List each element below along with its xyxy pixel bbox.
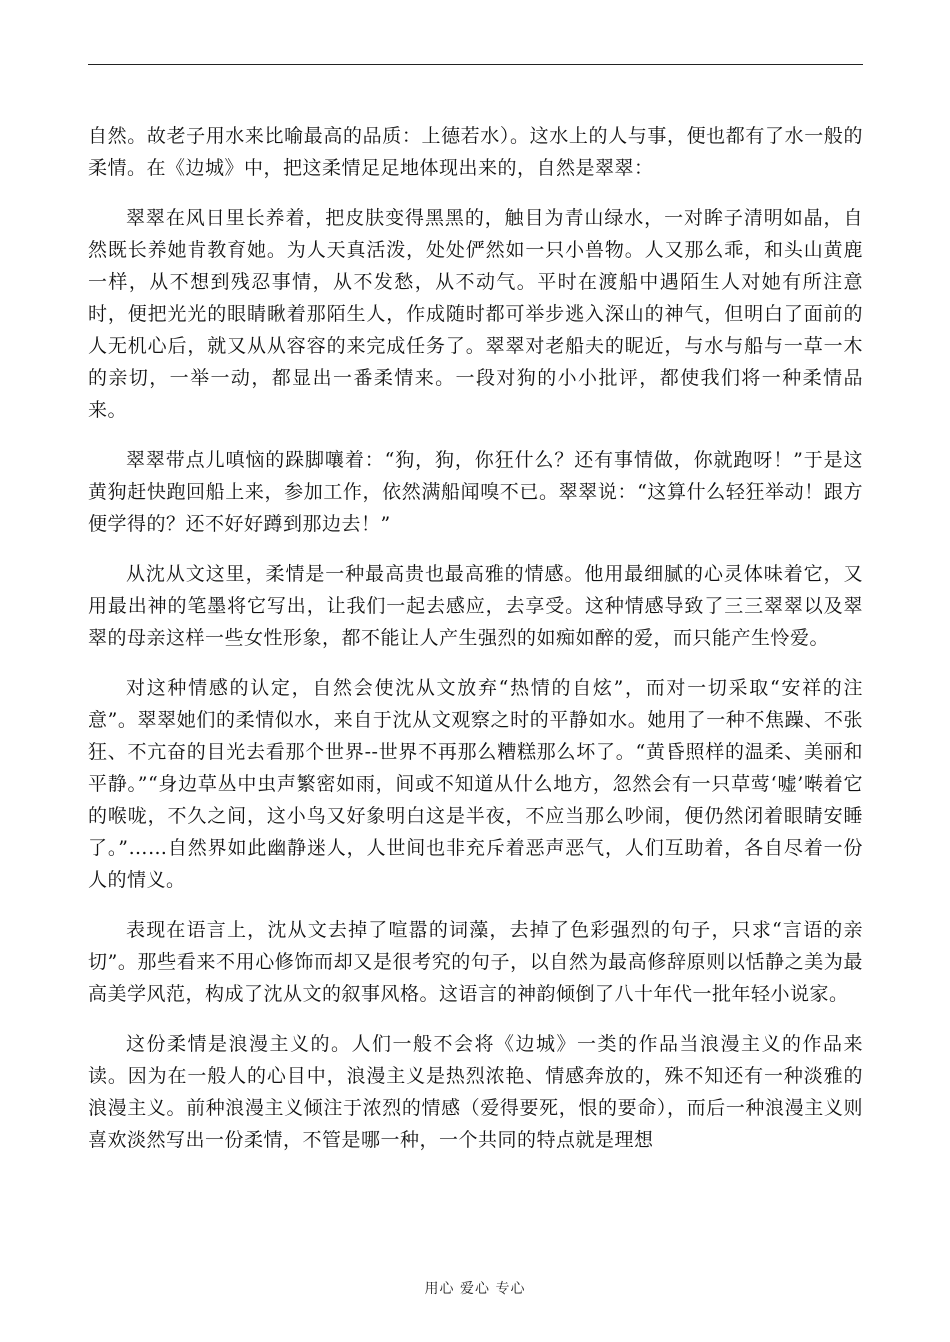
document-body: [88, 120, 863, 1174]
paragraph-continuation: 自然。故老子用水来比喻最高的品质：上德若水）。这水上的人与事，便也都有了水一般的柔情。在《边城》中，把这柔情足足地体现出来的，自然是翠翠：: [88, 125, 863, 179]
paragraph-language-style: 表现在语言上，沈从文去掉了喧嚣的词藻，去掉了色彩强烈的句子，只求“言语的亲切”。那些看来不用心修饰而却又是很考究的句子，以自然为最高修辞原则以恬静之美为最高美学风范，构成了沈从文的叙事风格。这语言的神韵倾倒了八十年代一批年轻小说家。: [88, 919, 863, 1005]
paragraph-cuicui-description: 翠翠在风日里长养着，把皮肤变得黑黑的，触目为青山绿水，一对眸子清明如晶，自然既长养她肯教育她。为人天真活泼，处处俨然如一只小兽物。人又那么乖，和头山黄鹿一样，从不想到残忍事情，从不发愁，从不动气。平时在渡船中遇陌生人对她有所注意时，便把光光的眼睛瞅着那陌生人，作成随时都可举步逃入深山的神气，但明白了面前的人无机心后，就又从从容容的来完成任务了。翠翠对老船夫的昵近，与水与船与一草一木的亲切，一举一动，都显出一番柔情来。一段对狗的小小批评，都使我们将一种柔情品来。: [88, 207, 863, 421]
paragraph-dog-scolding: 翠翠带点儿嗔恼的跺脚嚷着：“狗，狗，你狂什么？还有事情做，你就跑呀！”于是这黄狗赶快跑回船上来，参加工作，依然满船闻嗅不已。翠翠说：“这算什么轻狂举动！跟方便学得的？还不好好蹲到那边去！”: [88, 449, 863, 535]
page-footer: 用心 爱心 专心: [424, 1281, 526, 1297]
paragraph-tender-emotion: 从沈从文这里，柔情是一种最高贵也最高雅的情感。他用最细腻的心灵体味着它，又用最出神的笔墨将它写出，让我们一起去感应，去享受。这种情感导致了三三翠翠以及翠翠的母亲这样一些女性形象，都不能让人产生强烈的如痴如醉的爱，而只能产生怜爱。: [88, 563, 863, 649]
paragraph-romanticism: 这份柔情是浪漫主义的。人们一般不会将《边城》一类的作品当浪漫主义的作品来读。因为在一般人的心目中，浪漫主义是热烈浓艳、情感奔放的，殊不知还有一种淡雅的浪漫主义。前种浪漫主义倾注于浓烈的情感（爱得要死，恨的要命），而后一种浪漫主义则喜欢淡然写出一份柔情，不管是哪一种，一个共同的特点就是理想: [88, 1033, 863, 1151]
header-rule: [88, 64, 863, 65]
paragraph-calm-observation: 对这种情感的认定，自然会使沈从文放弃“热情的自炫”，而对一切采取“安祥的注意”。翠翠她们的柔情似水，来自于沈从文观察之时的平静如水。她用了一种不焦躁、不张狂、不亢奋的目光去看那个世界--世界不再那么糟糕那么坏了。“黄昏照样的温柔、美丽和平静。”“身边草丛中虫声繁密如雨，间或不知道从什么地方，忽然会有一只草莺‘嘘’啭着它的喉咙，不久之间，这小鸟又好象明白这是半夜，不应当那么吵闹，便仍然闭着眼睛安睡了。”……自然界如此幽静迷人，人世间也非充斥着恶声恶气，人们互助着，各自尽着一份人的情义。: [88, 677, 863, 891]
